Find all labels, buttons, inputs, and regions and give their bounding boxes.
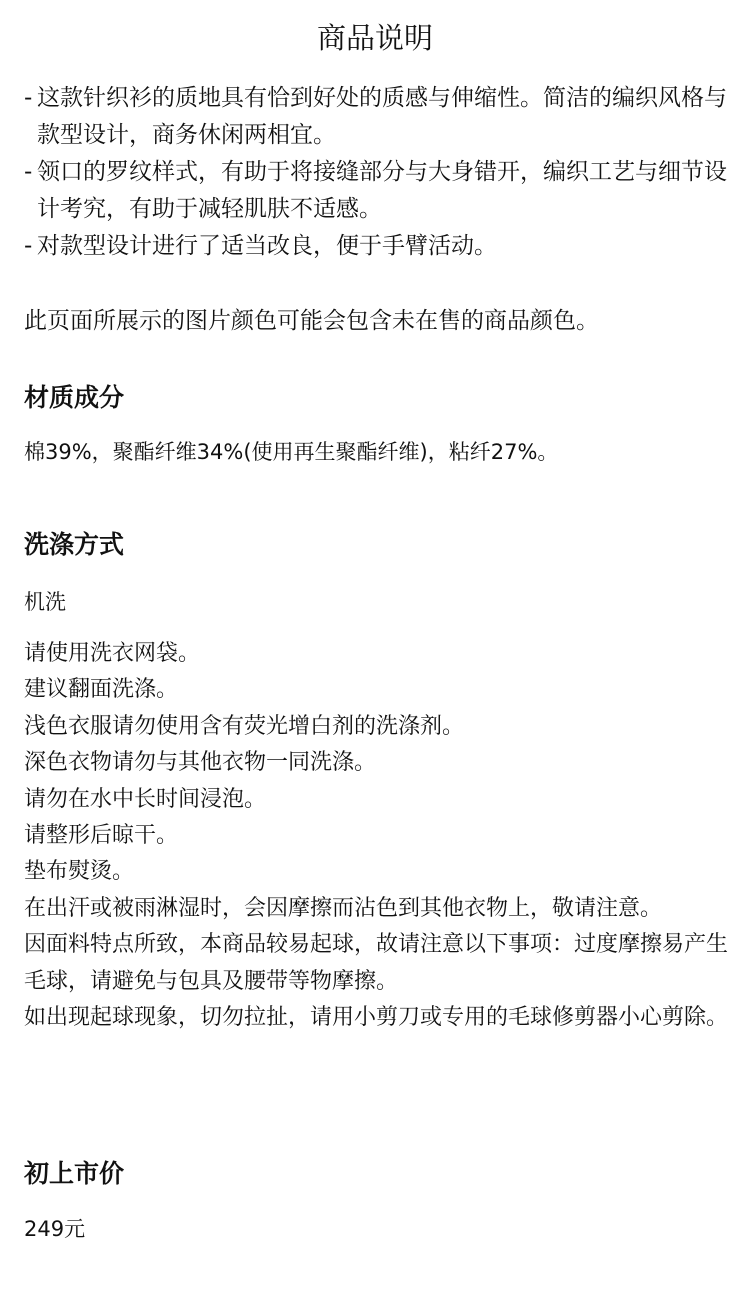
page-title: 商品说明 — [316, 21, 433, 55]
washing-instruction: 深色衣物请勿与其他衣物一同洗涤。 — [24, 750, 377, 776]
washing-instruction: 如出现起球现象，切勿拉扯，请用小剪刀或专用的毛球修剪器小心剪除。 — [24, 1005, 729, 1031]
washing-instruction: 因面料特点所致，本商品较易起球，故请注意以下事项：过度摩擦易产生毛球，请避免与包具及腰带等物摩擦。 — [24, 932, 729, 994]
material-heading: 材质成分 — [24, 383, 125, 412]
washing-instructions — [24, 636, 730, 1036]
price-value: 249元 — [24, 1217, 86, 1241]
washing-instruction: 请勿在水中长时间浸泡。 — [24, 786, 267, 812]
color-note: 此页面所展示的图片颜色可能会包含未在售的商品颜色。 — [24, 308, 599, 334]
washing-instruction: 请整形后晾干。 — [24, 823, 179, 849]
description-item: - 对款型设计进行了适当改良，便于手臂活动。 — [24, 228, 730, 265]
material-text: 棉39%，聚酯纤维34%(使用再生聚酯纤维)，粘纤27%。 — [24, 440, 559, 464]
washing-heading: 洗涤方式 — [24, 530, 125, 559]
washing-method: 机洗 — [24, 590, 66, 614]
price-heading: 初上市价 — [24, 1159, 125, 1188]
washing-instruction: 浅色衣服请勿使用含有荧光增白剂的洗涤剂。 — [24, 713, 465, 739]
description-list — [24, 80, 730, 265]
washing-instruction: 请使用洗衣网袋。 — [24, 641, 201, 666]
description-item: - 这款针织衫的质地具有恰到好处的质感与伸缩性。简洁的编织风格与款型设计，商务休闲两相宜。 — [24, 80, 730, 154]
washing-instruction: 在出汗或被雨淋湿时，会因摩擦而沾色到其他衣物上，敬请注意。 — [24, 895, 663, 921]
description-item: - 领口的罗纹样式，有助于将接缝部分与大身错开，编织工艺与细节设计考究，有助于减轻肌肤不适感。 — [24, 154, 730, 228]
washing-instruction: 垫布熨烫。 — [24, 859, 135, 885]
washing-instruction: 建议翻面洗涤。 — [24, 677, 179, 703]
